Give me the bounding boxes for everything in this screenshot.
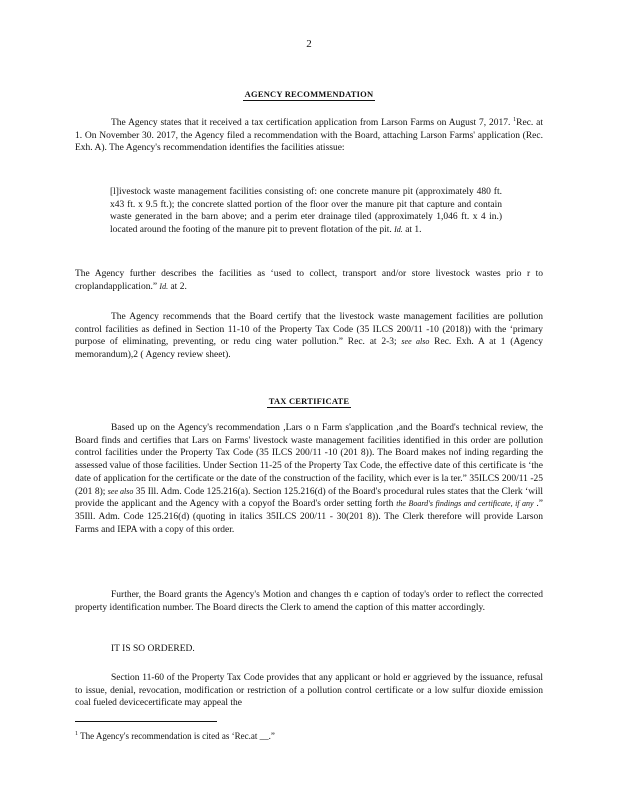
footnote-ref: 1 xyxy=(513,116,517,123)
agency-paragraph-2: The Agency further describes the facilities as ‘used to collect, transport and/or store livestock wastes prio r to croplandapplication.” Id. at 2. xyxy=(75,269,543,292)
page-number: 2 xyxy=(306,38,312,50)
tax-paragraph-2: Further, the Board grants the Agency's Motion and changes th e caption of today's order to reflect the corrected property identification number. The Board directs the Clerk to amend the caption of this matter accordingly. xyxy=(75,590,543,613)
tax-paragraph-1: Based up on the Agency's recommendation ,Lars o n Farm s'application ,and the Board's technical review, the Board finds and certifies that Lars on Farms' livestock waste management facilities identified in this order are pollution control facilities under the Property Tax Code (35 ILCS 200/11 -10 (201 8)). The Board makes nof inding regarding the assessed value of those facilities. Under Section 11-25 of the Property Tax Code, the effective date of this certificate is ‘the date of application for the certificate or the date of the construction of the facility, which ever is la ter.” 35ILCS 200/11 -25 (201 8); see also 35 Ill. Adm. Code 125.216(a). Section 125.216(d) of the Board's procedural rules states that the Clerk ‘will provide the applicant and the Agency with a copyof the Board's order setting forth the Board's findings and certificate, if any .” 35Ill. Adm. Code 125.216(d) (quoting in italics 35ILCS 200/11 - 30(201 8)). The Clerk therefore will provide Larson Farms and IEPA with a copy of this order. xyxy=(75,423,543,535)
agency-paragraph-3: The Agency recommends that the Board certify that the livestock waste management facilities are pollution control facilities as defined in Section 11-10 of the Property Tax Code (35 ILCS 200/11 -10 (2018)) with the ‘primary purpose of eliminating, preventing, or redu cing water pollution.” Rec. at 2-3; see also Rec. Exh. A at 1 (Agency memorandum),2 ( Agency review sheet). xyxy=(75,312,543,361)
block-quote: [l]ivestock waste management facilities consisting of: one concrete manure pit (approximately 480 ft. x43 ft. x 9.5 ft.); the concrete slatted portion of the floor over the manure pit that capture and contain waste generated in the barn above; and a perim eter drainage tiled (approximately 1,046 ft. x 4 in.) located around the footing of the manure pit to prevent flotation of the pit. Id. at 1. xyxy=(110,187,502,236)
tax-certificate-heading: TAX CERTIFICATE xyxy=(268,396,350,406)
agency-paragraph-1: The Agency states that it received a tax certification application from Larson Farms on August 7, 2017. $^1$Rec. at 1. On November 30. 2017, the Agency filed a recommendation with the Board, attaching Larson Farms' application (Rec. Exh. A). The Agency's recommendation identifies the facilities atissue: xyxy=(75,116,543,154)
so-ordered: IT IS SO ORDERED. xyxy=(111,644,195,654)
tax-paragraph-3: Section 11-60 of the Property Tax Code provides that any applicant or hold er aggrieved by the issuance, refusal to issue, denial, revocation, modification or restriction of a pollution control certificate or a low sulfur dioxide emission coal fueled devicecertificate may appeal the xyxy=(75,673,543,709)
footnote-separator xyxy=(75,721,217,722)
agency-recommendation-heading: AGENCY RECOMMENDATION xyxy=(244,89,374,99)
footnote: $^1$ The Agency's recommendation is cited as ‘Rec.at __.” xyxy=(75,731,275,741)
